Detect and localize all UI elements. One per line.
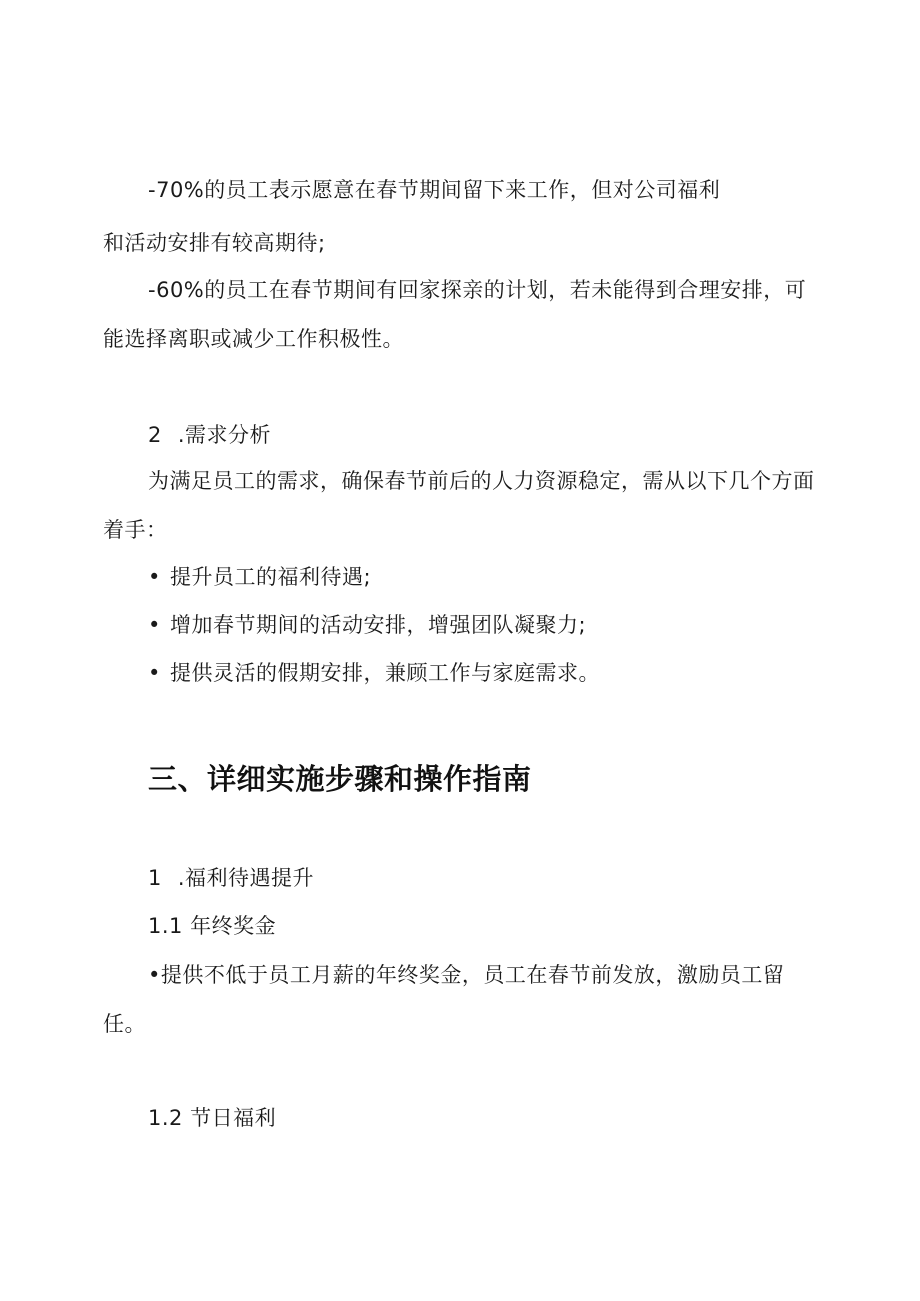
survey-stat-1-line-2: 和活动安排有较高期待; (103, 231, 326, 255)
bullet-icon: • (148, 613, 161, 637)
section-title-demand-analysis (148, 421, 271, 449)
subsection-title-benefits (148, 864, 314, 892)
item-title-year-end-bonus: 1.1 年终奖金 (148, 914, 277, 938)
bullet-icon: • (148, 565, 161, 589)
demand-intro-line-1: 为满足员工的需求，确保春节前后的人力资源稳定，需从以下几个方面 (148, 469, 815, 493)
list-item (148, 611, 586, 639)
subsection-number: 1 (148, 866, 162, 890)
demand-intro-line-2: 着手： (103, 518, 168, 542)
item-title-holiday-benefits: 1.2 节日福利 (148, 1106, 277, 1130)
subsection-title-text: .福利待遇提升 (177, 866, 315, 890)
list-item (148, 563, 371, 591)
section-number: 2 (148, 423, 162, 447)
list-item-text: 提升员工的福利待遇; (170, 565, 372, 589)
section-heading: 三、详细实施步骤和操作指南 (148, 762, 532, 796)
list-item-text: 增加春节期间的活动安排，增强团队凝聚力; (170, 613, 587, 637)
survey-stat-1-line-1: -70%的员工表示愿意在春节期间留下来工作，但对公司福利 (148, 178, 721, 202)
bonus-text-line-1: •提供不低于员工月薪的年终奖金，员工在春节前发放，激励员工留 (148, 963, 785, 987)
survey-stat-2-line-2: 能选择离职或减少工作积极性。 (103, 327, 404, 351)
bonus-text-line-2: 任。 (103, 1012, 146, 1036)
section-title-text: .需求分析 (177, 423, 272, 447)
list-item (148, 659, 600, 687)
bullet-icon: • (148, 661, 161, 685)
list-item-text: 提供灵活的假期安排，兼顾工作与家庭需求。 (170, 661, 600, 685)
survey-stat-2-line-1: -60%的员工在春节期间有回家探亲的计划，若未能得到合理安排，可 (148, 278, 807, 302)
